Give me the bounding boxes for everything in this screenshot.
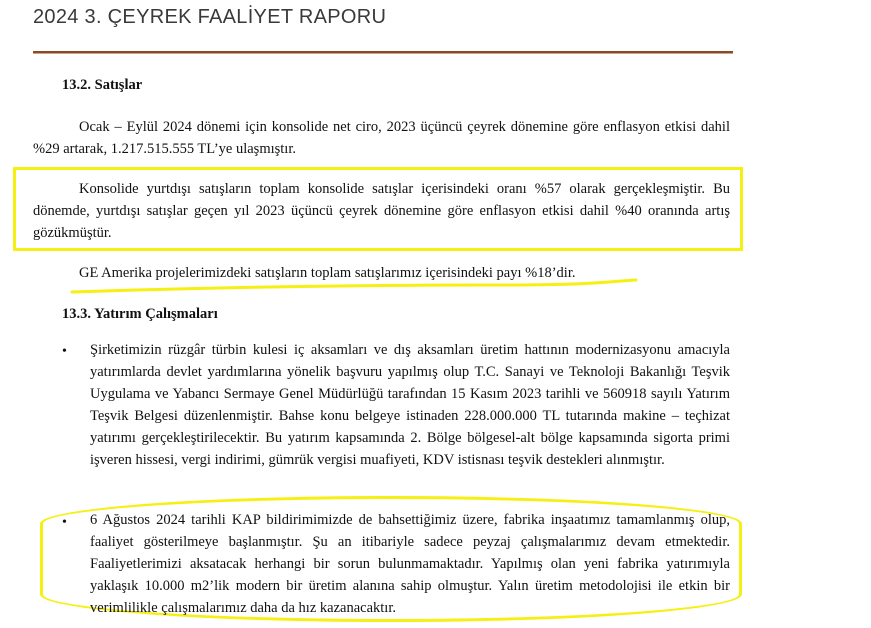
bullet-marker: •: [62, 344, 67, 359]
sales-paragraph-ge-america: GE Amerika projelerimizdeki satışların toplam satışlarımız içerisindeki payı %18’dir.: [79, 265, 576, 281]
title-divider: [33, 51, 733, 54]
investment-bullet-factory: 6 Ağustos 2024 tarihli KAP bildirimimizde de bahsettiğimiz üzere, fabrika inşaatımız tamamlanmış olup, faaliyet gösterilmeye başlanmıştır. Şu an itibariyle sadece peyzaj çalışmalarımız devam etmektedir. Faaliyetlerimizi aksatacak herhangi bir sorun bulunmamaktadır. Yapılmış olan yeni fabrika yatırımıyla yaklaşık 10.000 m2’lik modern bir üretim alanına sahip olmuştur. Yalın üretim metodolojisi ile etkin bir verimlilikle çalışmalarımız daha da hız kazanacaktır.: [90, 512, 730, 616]
section-heading-sales: 13.2. Satışlar: [62, 77, 143, 93]
yellow-underline-stroke: [70, 276, 640, 296]
sales-paragraph-net-revenue: Ocak – Eylül 2024 dönemi için konsolide net ciro, 2023 üçüncü çeyrek dönemine göre enflasyon etkisi dahil %29 artarak, 1.217.515.555 TL’ye ulaşmıştır.: [33, 119, 730, 157]
sales-paragraph-export-share: Konsolide yurtdışı satışların toplam konsolide satışlar içerisindeki oranı %57 olarak gerçekleşmiştir. Bu dönemde, yurtdışı satışlar geçen yıl 2023 üçüncü çeyrek dönemine göre enflasyon etkisi dahil %40 oranında artış gözükmüştür.: [33, 181, 730, 241]
page-title: 2024 3. ÇEYREK FAALİYET RAPORU: [33, 6, 387, 28]
investment-bullet-modernization: Şirketimizin rüzgâr türbin kulesi iç aksamları ve dış aksamları üretim hattının modernizasyonu amacıyla yatırımlarda devlet yardımlarına yönelik başvuru yapılmış olup T.C. Sanayi ve Teknoloji Bakanlığı Teşvik Uygulama ve Yabancı Sermaye Genel Müdürlüğü tarafından 15 Kasım 2023 tarihli ve 560918 sayılı Yatırım Teşvik Belgesi düzenlenmiştir. Bahse konu belgeye istinaden 228.000.000 TL tutarında makine – teçhizat yatırımı gerçekleştirilecektir. Bu yatırım kapsamında 2. Bölge bölgesel-alt bölge kapsamında sigorta primi işveren hissesi, vergi indirimi, gümrük vergisi muafiyeti, KDV istisnası teşvik destekleri alınmıştır.: [90, 342, 730, 468]
bullet-marker: •: [62, 515, 67, 530]
section-heading-investment: 13.3. Yatırım Çalışmaları: [62, 306, 218, 322]
